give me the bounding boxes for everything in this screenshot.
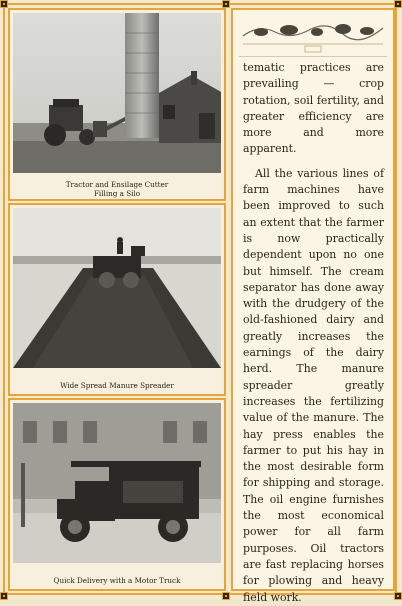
farm-scene-ornament-icon xyxy=(239,16,387,57)
article-column xyxy=(231,8,395,604)
corner-ornament-icon xyxy=(0,592,8,600)
figure-caption: Quick Delivery with a Motor Truck xyxy=(53,576,181,585)
figure-tractor-silo xyxy=(8,8,226,201)
corner-ornament-icon xyxy=(394,592,402,600)
figure-manure-spreader xyxy=(8,203,226,396)
figure-caption: Wide Spread Manure Spreader xyxy=(60,381,174,390)
figure-motor-truck xyxy=(8,398,226,591)
article-body xyxy=(243,60,384,606)
corner-ornament-icon xyxy=(0,0,8,8)
corner-ornament-icon xyxy=(222,592,230,600)
corner-ornament-icon xyxy=(394,0,402,8)
motor-truck-photo xyxy=(13,403,221,563)
figure-caption: Tractor and Ensilage Cutter Filling a Silo xyxy=(65,180,169,198)
corner-ornament-icon xyxy=(222,0,230,8)
article-paragraph: All the various lines of farm machines have been improved to such an extent that the farmer is now practically dependent upon no one but himself. The cream separator has done away with the drudgery of the old-fashioned dairy and greatly increases the earnings of the dairy herd. The manure spreader greatly increases the fertilizing value of the manure. The hay press enables the farmer to put his hay in the most desirable form for shipping and storage. The oil engine furnishes the most economical power for all farm purposes. Oil tractors are fast replacing horses for plowing and heavy field work. xyxy=(243,166,384,604)
article-paragraph: tematic practices are prevailing — crop rotation, soil fertility, and greater efficiency are more and more apparent. xyxy=(243,61,384,156)
manure-spreader-photo xyxy=(13,208,221,368)
tractor-silo-photo xyxy=(13,13,221,173)
